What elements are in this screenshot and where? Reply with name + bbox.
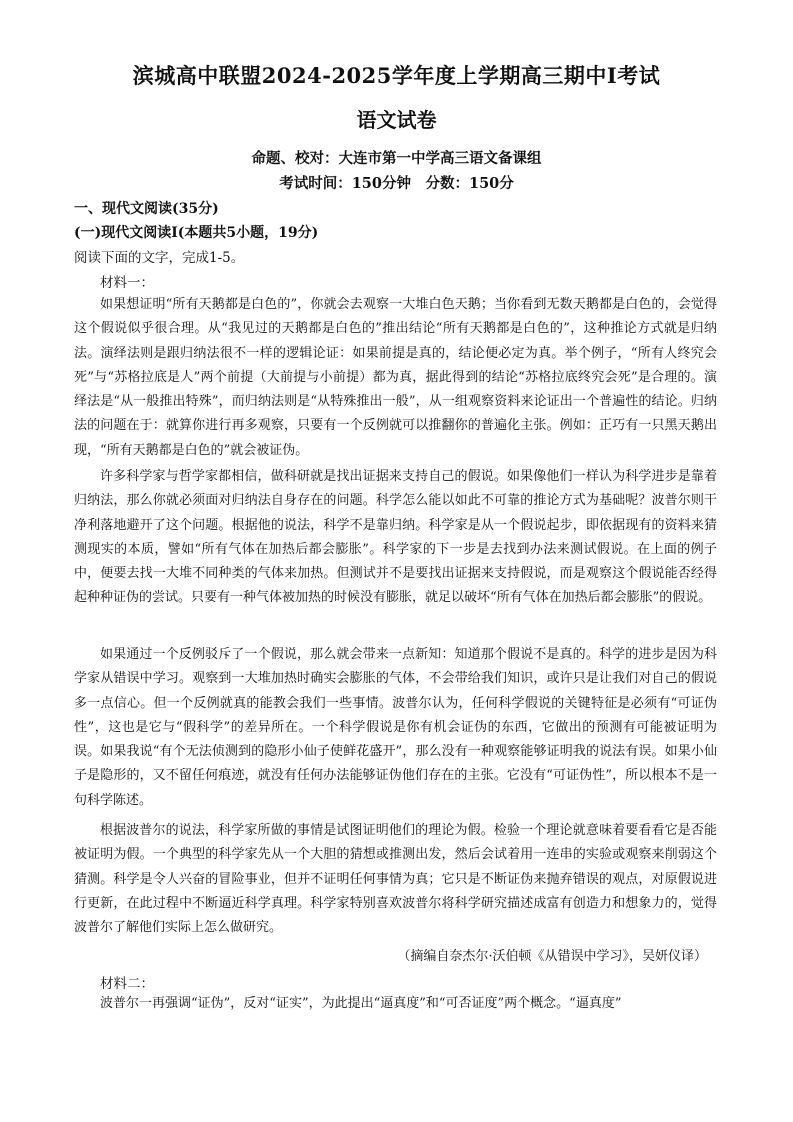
material-one-label: 材料一： — [100, 275, 154, 291]
exam-authors: 命题、校对：大连市第一中学高三语文备课组 — [251, 150, 542, 167]
material-one-paragraph: 根据波普尔的说法，科学家所做的事情是试图证明他们的理论为假。检验一个理论就意味着要看看它是否能被证明为假。一个典型的科学家先从一个大胆的猜想或推测出发，然后会试着用一连串的实验或观察来削弱这个猜测。科学是令人兴奋的冒险事业，但并不证明任何事情为真；它只是不断证伪来抛弃错误的观点，对原假说进行更新，在此过程中不断逼近科学真理。科学家特别喜欢波普尔将科学研究描述成富有创造力和想象力的，觉得波普尔了解他们实际上怎么做研究。 — [74, 823, 717, 936]
material-one-paragraph: 如果通过一个反例驳斥了一个假说，那么就会带来一点新知：知道那个假说不是真的。科学的进步是因为科学家从错误中学习。观察到一大堆加热时确实会膨胀的气体，不会带给我们知识，或许只是让我们对自己的假说多一点信心。但一个反例就真的能教会我们一些事情。波普尔认为，任何科学假说的关键特征是必须有“可证伪性”，这也是它与“假科学”的差异所在。一个科学假说是你有机会证伪的东西，它做出的预测有可能被证明为误。如果我说“有个无法侦测到的隐形小仙子使鲜花盛开”，那么没有一种观察能够证明我的说法有误。如果小仙子是隐形的，又不留任何痕迹，就没有任何办法能够证伪他们存在的主张。它没有“可证伪性”，所以根本不是一句科学陈述。 — [74, 647, 717, 808]
exam-title: 滨城高中联盟2024-2025学年度上学期高三期中Ⅰ考试 — [132, 63, 661, 88]
exam-time-score: 考试时间：150分钟 分数：150分 — [279, 175, 514, 192]
section-heading: 一、现代文阅读(35分) — [74, 201, 219, 217]
material-one-source: （摘编自奈杰尔·沃伯顿《从错误中学习》，吴妍仪译） — [397, 949, 707, 964]
reading-instruction: 阅读下面的文字，完成1-5。 — [74, 250, 245, 266]
material-two-label: 材料二： — [100, 976, 154, 992]
material-one-paragraph: 如果想证明“所有天鹅都是白色的”，你就会去观察一大堆白色天鹅；当你看到无数天鹅都是白色的，会觉得这个假说似乎很合理。从“我见过的天鹅都是白色的”推出结论“所有天鹅都是白色的”，这种推论方式就是归纳法。演绎法则是跟归纳法很不一样的逻辑论证：如果前提是真的，结论便必定为真。举个例子，“所有人终究会死”与“苏格拉底是人”两个前提（大前提与小前提）都为真，据此得到的结论“苏格拉底终究会死”是合理的。演绎法是“从一般推出特殊”，而归纳法则是“从特殊推出一般”，从一组观察资料来论证出一个普遍性的结论。归纳法的问题在于：就算你进行再多观察，只要有一个反例就可以推翻你的普遍化主张。例如：正巧有一只黑天鹅出现，“所有天鹅都是白色的”就会被证伪。 — [74, 297, 717, 458]
exam-subject: 语文试卷 — [356, 108, 437, 132]
section-subheading: (一)现代文阅读Ⅰ(本题共5小题，19分) — [74, 225, 319, 241]
material-two-paragraph: 波普尔一再强调“证伪”，反对“证实”，为此提出“逼真度”和“可否证度”两个概念。“逼真度” — [100, 996, 622, 1011]
material-one-paragraph: 许多科学家与哲学家都相信，做科研就是找出证据来支持自己的假说。如果像他们一样认为科学进步是靠着归纳法，那么你就必须面对归纳法自身存在的问题。科学怎么能以如此不可靠的推论方式为基础呢？波普尔则干净利落地避开了这个问题。根据他的说法，科学不是靠归纳。科学家是从一个假说起步，即依据现有的资料来猜测现实的本质，譬如“所有气体在加热后都会膨胀”。科学家的下一步是去找到办法来测试假说。在上面的例子中，便要去找一大堆不同种类的气体来加热。但测试并不是要找出证据来支持假说，而是观察这个假说能否经得起种种证伪的尝试。只要有一种气体被加热的时候没有膨胀，就足以破坏“所有气体在加热后都会膨胀”的假说。 — [74, 469, 717, 606]
